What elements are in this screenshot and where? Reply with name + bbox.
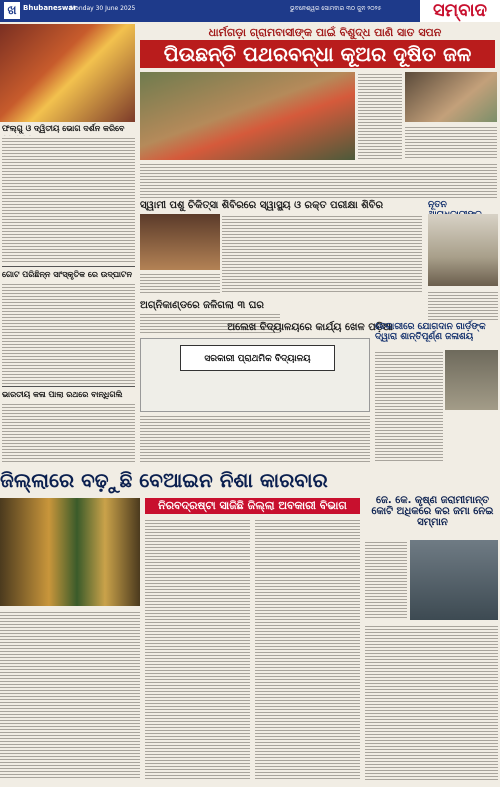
lower-body-col2 — [145, 518, 250, 780]
lead-headline: ପିଉଛନ୍ତି ପଥରବନ୍ଧା କୂଅର ଦୂଷିତ ଜଳ — [140, 40, 495, 68]
edition-name: Bhubaneswar — [23, 4, 77, 12]
lower-strip: ନିରବଦ୍ରଷ୍ଟା ସାଜିଛି ଜିଲ୍ଲା ଅବକାରୀ ବିଭାଗ — [145, 498, 360, 514]
date-odia: ଭୁବନେଶ୍ୱର ସୋମବାର ୩୦ ଜୁନ ୨୦୨୫ — [290, 5, 382, 12]
mid-story1-body2 — [140, 272, 220, 294]
lead-body-col — [358, 72, 402, 160]
mid-story1-heading: ସ୍ୱାମୀ ପଶୁ ଚିକିତ୍ସା ଶିବିରରେ ସ୍ୱାସ୍ଥ୍ୟ ଓ ରକ୍ତ ପରୀକ୍ଷା ଶିବିର — [140, 200, 384, 211]
mid-story3-body — [140, 414, 370, 464]
divider — [2, 266, 135, 267]
school-board: ସରକାରୀ ପ୍ରାଥମିକ ବିଦ୍ୟାଳୟ — [180, 345, 335, 371]
lower-headline: ଜିଲ୍ଲାରେ ବଢ଼ୁଛି ବେଆଇନ ନିଶା କାରବାର — [0, 468, 328, 492]
divider — [2, 386, 135, 387]
date-english: Monday 30 June 2025 — [70, 5, 136, 12]
lead-kicker: ଧାର୍ମଗଡ଼ା ଗ୍ରାମବାସୀଙ୍କ ପାଇଁ ବିଶୁଦ୍ଧ ପାଣି ସାତ ସପନ — [208, 26, 442, 39]
right-story2-heading: ବେକାରୀରେ ଯୋଗଦାନ ଗାର୍ଡ଼ଙ୍କ ଦ୍ୱାରା ଶାନ୍ତିପୂର୍ଣ୍ଣ ଜଳାଶୟ — [375, 322, 486, 342]
left-story3-heading: ଭାରତୀୟ କଳା ପାଲା ରଥରେ ବାନ୍ଧିଗଲି — [2, 390, 123, 399]
villagers-photo — [405, 72, 497, 122]
masthead: ସମ୍ବାଦ — [420, 0, 500, 22]
right-story2-body — [375, 350, 443, 462]
festival-photo — [0, 24, 135, 122]
left-story3-body — [2, 402, 135, 462]
lead-body-right — [405, 125, 497, 160]
right-story1-heading: ନୂତନ — [428, 200, 447, 210]
lower-body-col3 — [255, 518, 360, 780]
right-story1-body — [428, 290, 498, 320]
mid-story3-heading: ଅଲେଖ ବିଦ୍ୟାଳୟରେ କାର୍ଯ୍ୟ ଖେଳ ପଡ଼ିଆ — [227, 322, 393, 333]
paper-logo: ଖ — [4, 2, 20, 19]
left-story2-heading: ଗୋଟ ପରିଛିନ୍ନ ସାଂସ୍କୃତିକ ରେ ଉଦ୍‌ଘାଟନ — [2, 270, 132, 279]
right-bottom-body1 — [365, 540, 407, 620]
left-story1-heading: ଫଲ୍ଗୁ ଓ ଦ୍ୱିତୀୟ ଭୋଗ ଦର୍ଶନ କରିବେ — [2, 124, 125, 133]
officer-photo — [428, 214, 498, 286]
right-bottom-body2 — [365, 624, 498, 780]
tax-man-photo — [410, 540, 498, 620]
lower-body-col1 — [0, 610, 140, 780]
lead-body-bottom — [140, 162, 497, 198]
right-bottom-heading: ଜେ. କେ. କୃଷ୍ଣ ଜରାମୀମାନ୍ତ କୋଟି ଅଧିକରେ କର ଜମା ନେଇ ସମ୍ମାନ — [371, 495, 494, 528]
security-photo — [445, 350, 498, 410]
well-water-photo — [140, 72, 355, 160]
mid-story1-body — [222, 214, 422, 294]
mid-story2-heading: ଅଗ୍ନିକାଣ୍ଡରେ ଜଳିଗଲା ୩ ଘର — [140, 300, 265, 311]
liquor-bottles-photo — [0, 498, 140, 606]
left-story2-body — [2, 282, 135, 384]
left-story1-body — [2, 136, 135, 264]
camp-photo — [140, 214, 220, 270]
